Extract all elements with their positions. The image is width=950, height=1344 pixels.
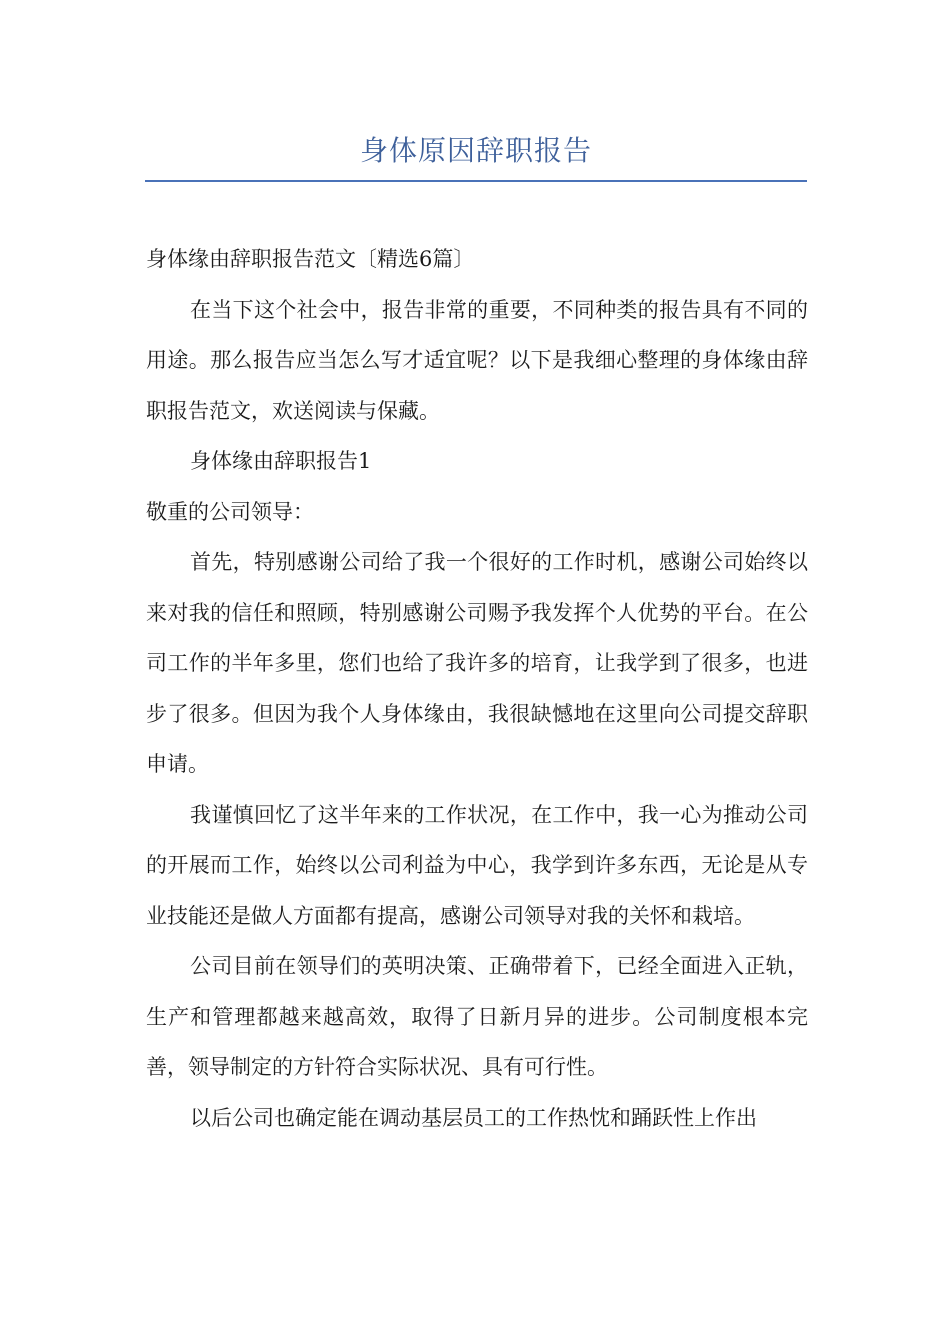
body-paragraph: 以后公司也确定能在调动基层员工的工作热忱和踊跃性上作出 [190, 1105, 757, 1130]
body-paragraph: 我谨慎回忆了这半年来的工作状况，在工作中，我一心为推动公司的开展而工作，始终以公司利益为中心，我学到许多东西，无论是从专业技能还是做人方面都有提高，感谢公司领导对我的关怀和栽培。 [146, 802, 808, 928]
body-paragraph: 公司目前在领导们的英明决策、正确带着下，已经全面进入正轨，生产和管理都越来越高效，取得了日新月异的进步。公司制度根本完善，领导制定的方针符合实际状况、具有可行性。 [146, 954, 808, 1079]
title-underline [145, 180, 807, 182]
salutation: 敬重的公司领导： [146, 499, 314, 524]
document-subtitle: 身体缘由辞职报告范文〔精选6篇〕 [146, 247, 475, 271]
body-paragraph: 首先，特别感谢公司给了我一个很好的工作时机，感谢公司始终以来对我的信任和照顾，特别感谢公司赐予我发挥个人优势的平台。在公司工作的半年多里，您们也给了我许多的培育，让我学到了很多，也进步了很多。但因为我个人身体缘由，我很缺憾地在这里向公司提交辞职申请。 [146, 550, 808, 776]
document-body [146, 234, 808, 1143]
document-title: 身体原因辞职报告 [359, 134, 592, 167]
intro-paragraph: 在当下这个社会中，报告非常的重要，不同种类的报告具有不同的用途。那么报告应当怎么写才适宜呢？以下是我细心整理的身体缘由辞职报告范文，欢送阅读与保藏。 [146, 297, 808, 423]
section-heading: 身体缘由辞职报告1 [190, 449, 372, 473]
